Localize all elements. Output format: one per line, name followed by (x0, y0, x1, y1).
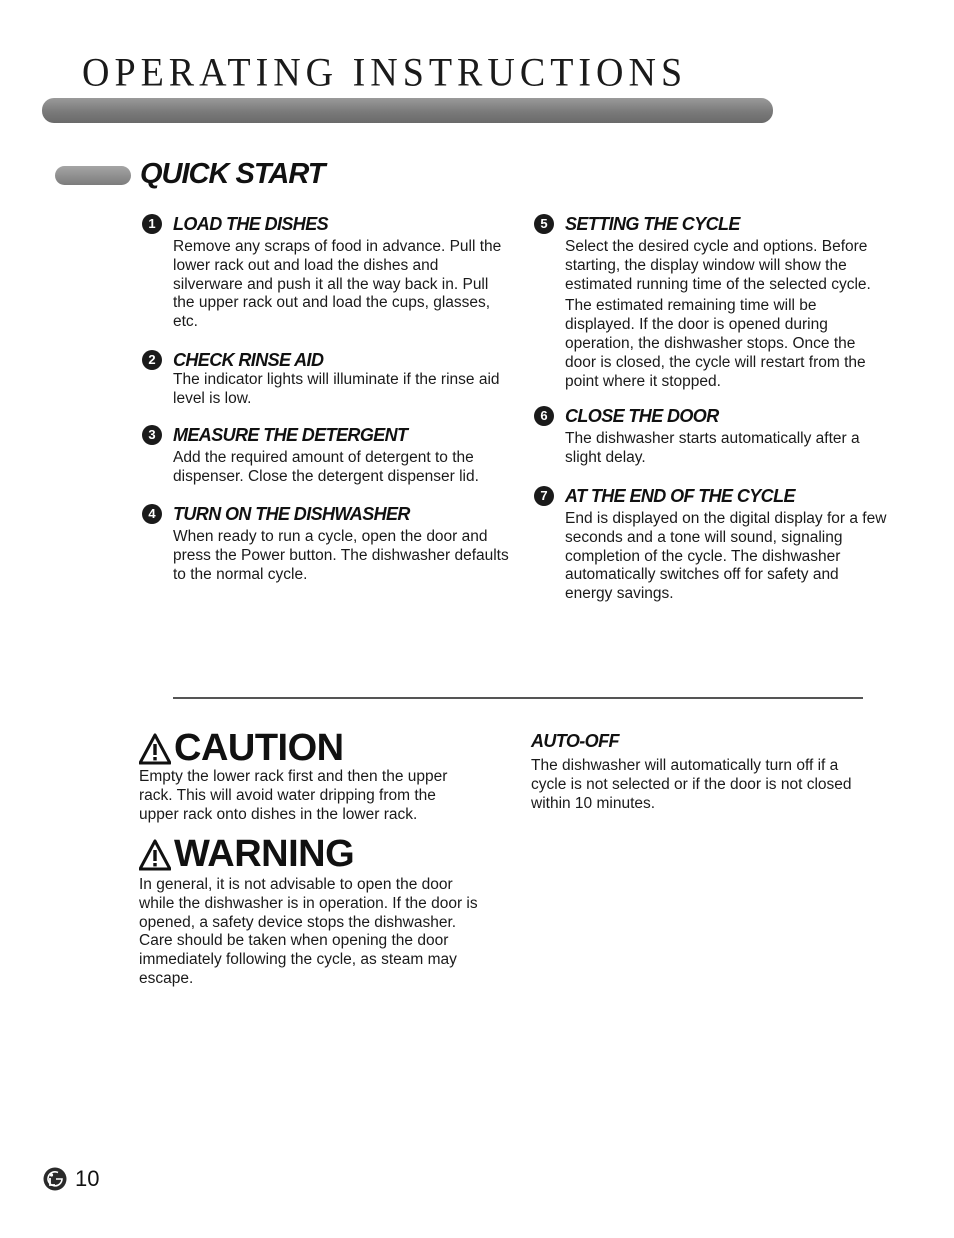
section-divider (173, 697, 863, 699)
caution-box (139, 728, 479, 824)
step-heading: CHECK RINSE AID (173, 350, 324, 370)
step-load-dishes (148, 213, 509, 332)
auto-off-section (531, 730, 876, 813)
step-setting-cycle (540, 213, 890, 391)
step-heading: LOAD THE DISHES (173, 214, 329, 234)
step-end-of-cycle (540, 485, 890, 604)
step-close-door (540, 405, 890, 468)
caution-title: CAUTION (174, 727, 344, 769)
step-turn-on-dishwasher (148, 503, 509, 584)
header-bar (42, 98, 773, 123)
auto-off-text: The dishwasher will automatically turn off if a cycle is not selected or if the door is not closed within 10 minutes. (531, 757, 852, 812)
page-footer (43, 1166, 99, 1192)
warning-title: WARNING (174, 833, 355, 875)
step-text: Remove any scraps of food in advance. Pull the lower rack out and load the dishes and silverware and push it all the way back in. Pull the upper rack out and load the cups, glasses, etc. (173, 238, 502, 331)
step-heading: TURN ON THE DISHWASHER (173, 504, 410, 524)
step-text: The indicator lights will illuminate if the rinse aid level is low. (173, 371, 500, 407)
step-number-badge: 4 (142, 504, 162, 524)
quick-start-title: QUICK START (140, 158, 325, 190)
step-number-badge: 6 (534, 406, 554, 426)
step-heading: MEASURE THE DETERGENT (173, 425, 408, 445)
step-number-badge: 5 (534, 214, 554, 234)
step-heading: AT THE END OF THE CYCLE (565, 486, 795, 506)
quick-start-pill (55, 166, 131, 185)
step-text: When ready to run a cycle, open the door and press the Power button. The dishwasher defaults to the normal cycle. (173, 528, 509, 583)
step-check-rinse-aid (148, 349, 509, 409)
step-text: The estimated remaining time will be displayed. If the door is opened during operation, the dishwasher stops. Once the door is closed, the cycle will restart from the point where it stopped. (565, 297, 866, 390)
step-heading: SETTING THE CYCLE (565, 214, 740, 234)
step-text: The dishwasher starts automatically after a slight delay. (565, 430, 860, 466)
page-header-title: OPERATING INSTRUCTIONS (82, 51, 688, 96)
lg-logo-icon (43, 1167, 67, 1191)
auto-off-heading: AUTO-OFF (531, 731, 619, 751)
step-text: End is displayed on the digital display for a few seconds and a tone will sound, signaling completion of the cycle. The dishwasher automatically switches off for safety and energy savings. (565, 510, 887, 603)
warning-box (139, 834, 489, 989)
warning-triangle-icon (139, 839, 171, 871)
step-number-badge: 1 (142, 214, 162, 234)
warning-text: In general, it is not advisable to open the door while the dishwasher is in operation. If the door is opened, a safety device stops the dishwasher. Care should be taken when opening the door immediately following the cycle, as steam may escape. (139, 876, 478, 987)
step-number-badge: 7 (534, 486, 554, 506)
caution-text: Empty the lower rack first and then the upper rack. This will avoid water dripping from the upper rack onto dishes in the lower rack. (139, 768, 448, 823)
step-text: Select the desired cycle and options. Before starting, the display window will show the estimated running time of the selected cycle. (565, 238, 871, 293)
warning-triangle-icon (139, 733, 171, 765)
step-measure-detergent (148, 424, 509, 487)
page-number: 10 (75, 1166, 100, 1191)
step-number-badge: 2 (142, 350, 162, 370)
step-heading: CLOSE THE DOOR (565, 406, 719, 426)
step-text: Add the required amount of detergent to the dispenser. Close the detergent dispenser lid. (173, 449, 479, 485)
step-number-badge: 3 (142, 425, 162, 445)
